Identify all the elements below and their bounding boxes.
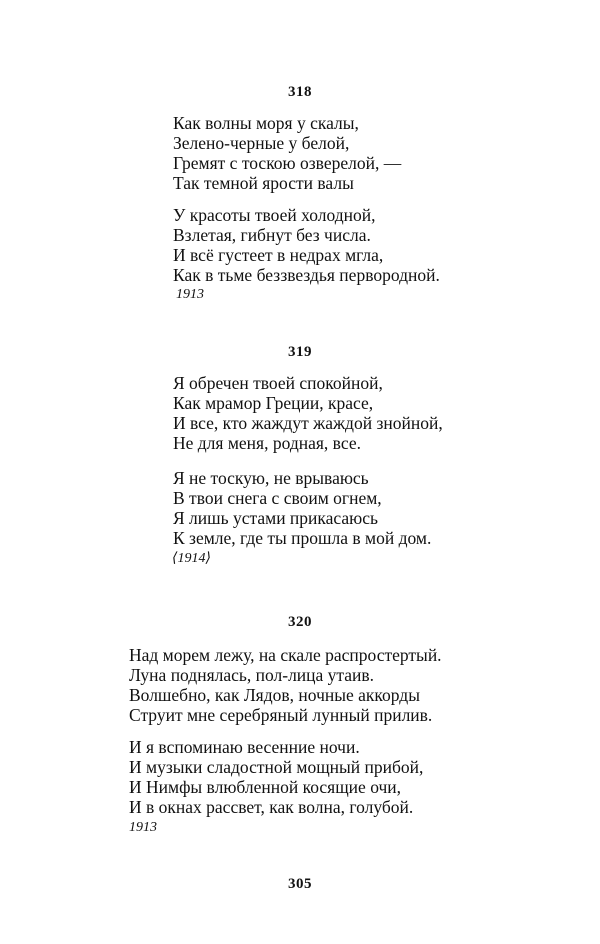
stanza [173,205,440,285]
verse-line: Я не тоскую, не врываюсь [173,468,369,488]
stanza [129,737,423,817]
poem-date: 1913 [129,820,157,835]
stanza [129,645,442,725]
verse-line: И все, кто жаждут жаждой знойной, [173,413,443,433]
verse-line: И в окнах рассвет, как волна, голубой. [129,797,414,817]
stanza [173,468,431,548]
verse-line: Зелено-черные у белой, [173,133,350,153]
page-number: 305 [288,876,312,892]
verse-line: Взлетая, гибнут без числа. [173,225,371,245]
verse-line: Над морем лежу, на скале распростертый. [129,645,442,665]
verse-line: Как волны моря у скалы, [173,113,359,133]
verse-line: Так темной ярости валы [173,173,354,193]
verse-line: Струит мне серебряный лунный прилив. [129,705,433,725]
verse-line: Как в тьме беззвездья первородной. [173,265,440,285]
verse-line: У красоты твоей холодной, [173,205,376,225]
verse-line: И всё густеет в недрах мгла, [173,245,384,265]
poem-date: 1913 [176,287,204,302]
poem-date: ⟨1914⟩ [172,551,211,566]
verse-line: И музыки сладостной мощный прибой, [129,757,424,777]
verse-line: Луна поднялась, пол-лица утаив. [129,665,375,685]
poem-number: 320 [288,614,312,630]
poem-number: 318 [288,84,312,100]
poem-number: 319 [288,344,312,360]
verse-line: В твои снега с своим огнем, [173,488,382,508]
stanza [173,113,401,193]
verse-line: К земле, где ты прошла в мой дом. [173,528,432,548]
verse-line: И Нимфы влюбленной косящие очи, [129,777,402,797]
verse-line: Как мрамор Греции, красе, [173,393,374,413]
verse-line: Не для меня, родная, все. [173,433,361,453]
verse-line: Волшебно, как Лядов, ночные аккорды [129,685,420,705]
verse-line: Гремят с тоскою озверелой, — [173,153,402,173]
verse-line: И я вспоминаю весенние ночи. [129,737,360,757]
verse-line: Я лишь устами прикасаюсь [173,508,378,528]
stanza [173,373,443,453]
verse-line: Я обречен твоей спокойной, [173,373,383,393]
